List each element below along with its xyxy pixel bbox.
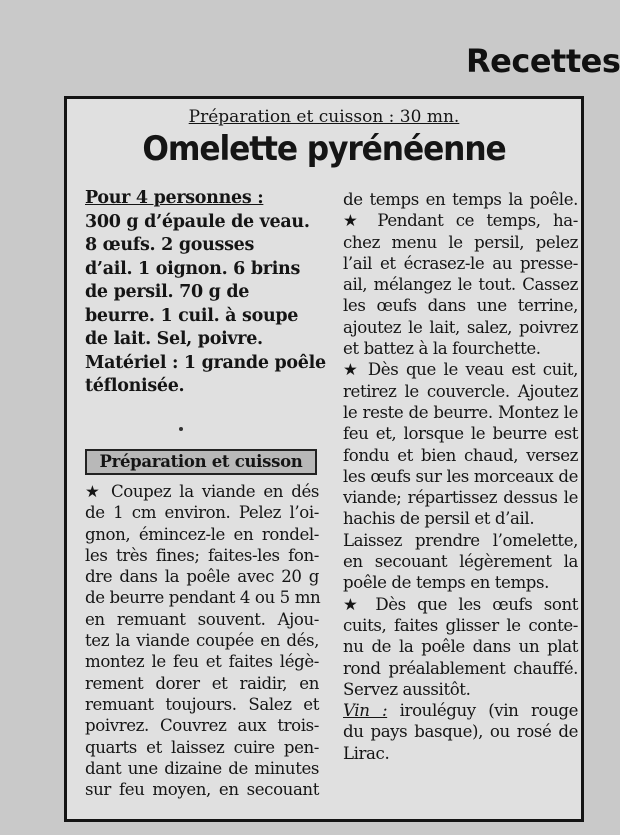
instruction-line: montez le feu et faites légè- — [85, 652, 319, 672]
instruction-line: les très fines; faites-les fon- — [85, 545, 319, 565]
instruction-line: fondu et bien chaud, versez — [343, 445, 578, 465]
ingredient-line: beurre. 1 cuil. à soupe — [85, 305, 299, 326]
instruction-line: les œufs dans une terrine, — [343, 296, 578, 316]
recipe-title: Omelette pyrénéenne — [142, 129, 506, 169]
instruction-line: rond préalablement chauffé. — [343, 658, 578, 678]
wine-line: Lirac. — [343, 743, 390, 763]
wine-label: Vin : — [343, 701, 388, 721]
instruction-line: dre dans la poêle avec 20 g — [85, 567, 319, 587]
instruction-line: l’ail et écrasez-le au presse- — [343, 253, 578, 273]
instructions-right-column — [343, 189, 578, 764]
instruction-line: nu de la poêle dans un plat — [343, 637, 578, 657]
instruction-line: ★ Pendant ce temps, ha- — [343, 211, 578, 231]
instruction-line: retirez le couvercle. Ajoutez — [343, 381, 578, 401]
section-heading: Préparation et cuisson — [85, 449, 317, 475]
section-title: Recettes — [466, 42, 620, 80]
instruction-line: en remuant souvent. Ajou- — [85, 609, 319, 629]
instructions-left-column — [85, 481, 319, 800]
instruction-line: ★ Dès que les œufs sont — [343, 594, 578, 614]
instruction-line: cuits, faites glisser le conte- — [343, 615, 578, 635]
instruction-line: feu et, lorsque le beurre est — [343, 424, 578, 444]
instruction-line: remuant toujours. Salez et — [85, 694, 319, 714]
instruction-line: quarts et laissez cuire pen- — [85, 737, 319, 757]
instruction-line: les œufs sur les morceaux de — [343, 466, 578, 486]
instruction-line: gnon, émincez-le en rondel- — [85, 524, 319, 544]
ingredient-line: 300 g d’épaule de veau. — [85, 211, 310, 232]
instruction-line: poêle de temps en temps. — [343, 573, 550, 593]
instruction-line: et battez à la fourchette. — [343, 339, 541, 359]
instruction-line: de beurre pendant 4 ou 5 mn — [85, 588, 321, 608]
instruction-line: hachis de persil et d’ail. — [343, 509, 535, 529]
instruction-line: tez la viande coupée en dés, — [85, 631, 319, 651]
instruction-line: chez menu le persil, pelez — [343, 232, 578, 252]
instruction-line: ail, mélangez le tout. Cassez — [343, 275, 578, 295]
instruction-line: dant une dizaine de minutes — [85, 758, 319, 778]
equipment-line: téflonisée. — [85, 376, 185, 396]
instruction-line: poivrez. Couvrez aux trois- — [85, 716, 319, 736]
wine-text: irouléguy (vin rouge — [387, 701, 578, 721]
instruction-line: Laissez prendre l’omelette, — [343, 530, 578, 550]
instruction-line: viande; répartissez dessus le — [343, 488, 578, 508]
wine-line — [343, 700, 578, 721]
ink-dot — [179, 427, 183, 431]
instruction-line: ★ Dès que le veau est cuit, — [343, 360, 578, 380]
ingredient-line: de lait. Sel, poivre. — [85, 329, 263, 349]
instruction-line: ajoutez le lait, salez, poivrez — [343, 317, 578, 337]
instruction-line: rement dorer et raidir, en — [85, 673, 319, 693]
instruction-line: Servez aussitôt. — [343, 679, 471, 699]
ingredient-line: de persil. 70 g de — [85, 282, 250, 302]
wine-line: du pays basque), ou rosé de — [343, 722, 578, 742]
instruction-line: ★ Coupez la viande en dés — [85, 482, 319, 501]
ingredients-block — [85, 187, 326, 399]
instruction-line: de 1 cm environ. Pelez l’oi- — [85, 503, 319, 523]
recipe-card — [64, 96, 584, 822]
instruction-line: sur feu moyen, en secouant — [85, 780, 319, 800]
equipment-line: Matériel : 1 grande poêle — [85, 352, 326, 373]
ingredient-line: d’ail. 1 oignon. 6 brins — [85, 258, 301, 279]
servings-line: Pour 4 personnes : — [85, 188, 264, 208]
instruction-line: de temps en temps la poêle. — [343, 190, 578, 209]
instruction-line: en secouant légèrement la — [343, 552, 578, 572]
instruction-line: le reste de beurre. Montez le — [343, 402, 578, 422]
ingredient-line: 8 œufs. 2 gousses — [85, 235, 255, 255]
prep-time: Préparation et cuisson : 30 mn. — [188, 107, 460, 127]
